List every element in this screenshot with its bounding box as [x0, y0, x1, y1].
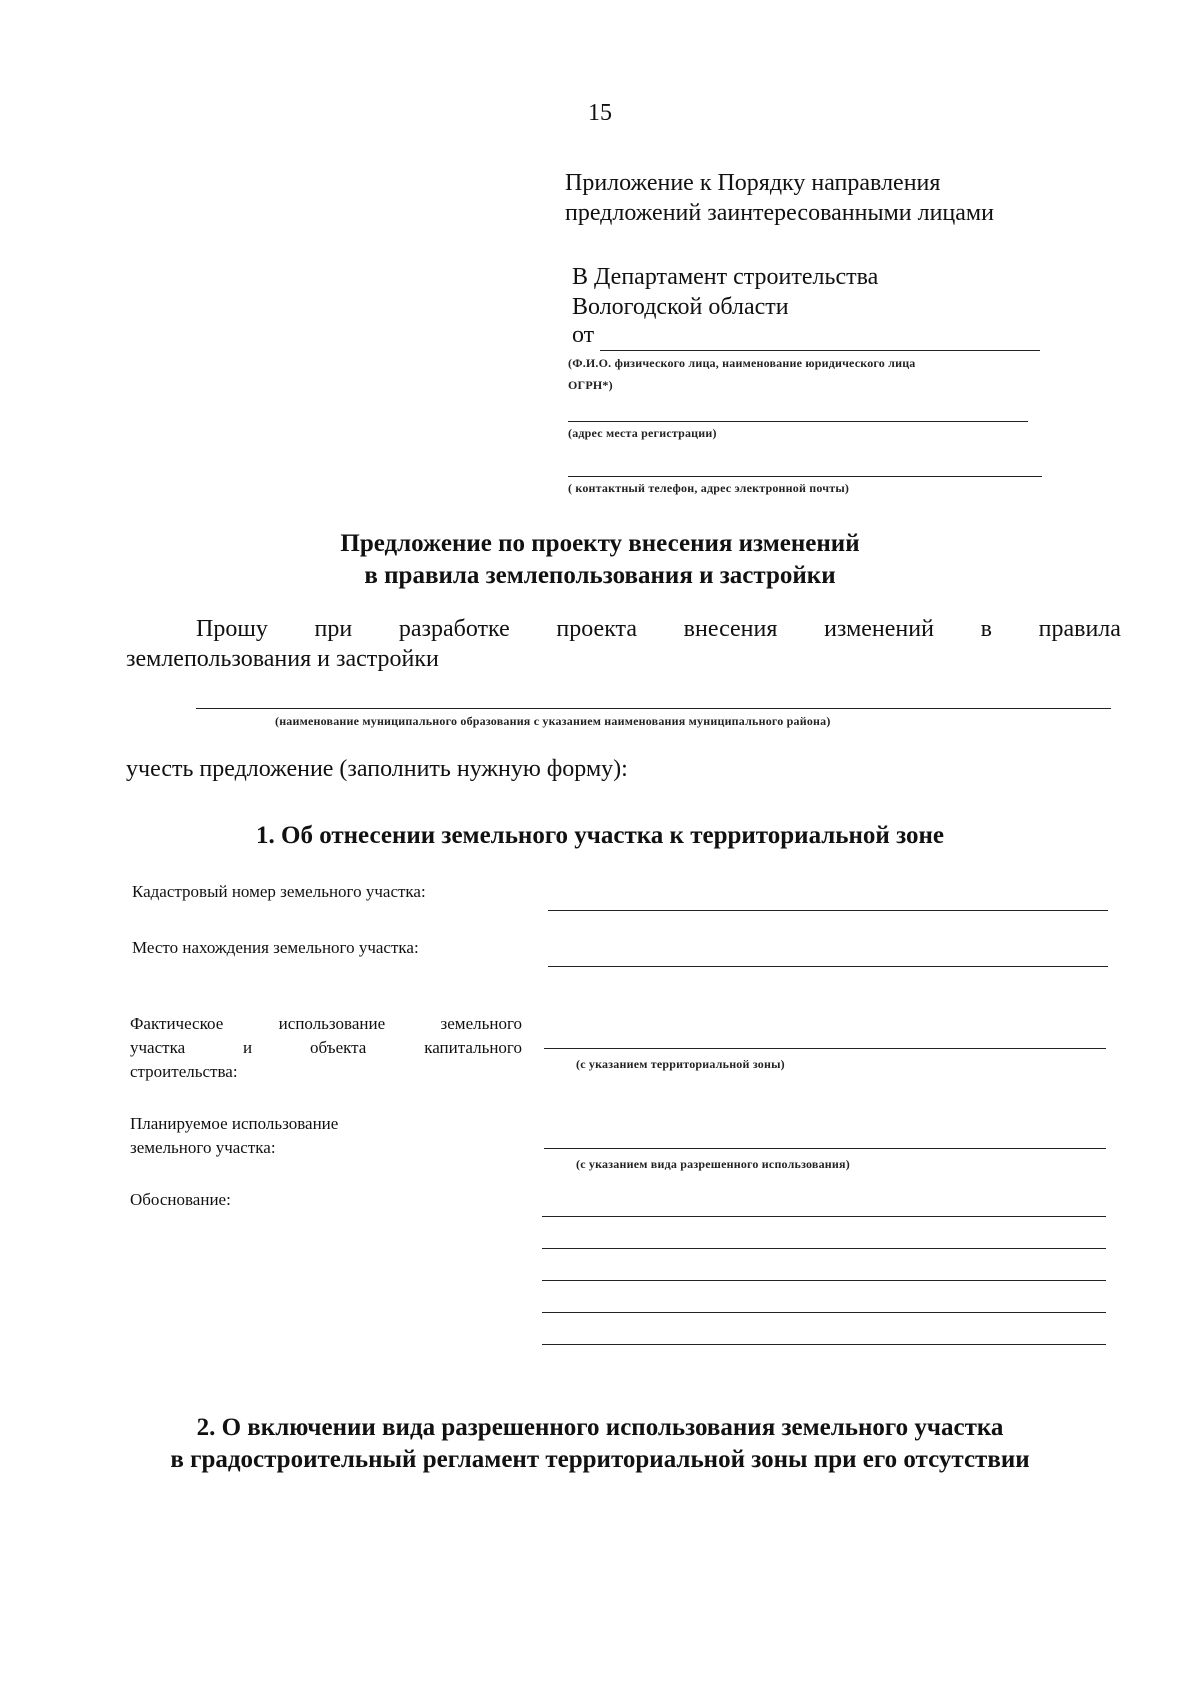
request-word: правила — [1038, 616, 1121, 642]
planned-use-line-2: земельного участка: — [130, 1138, 276, 1157]
section-2-title — [0, 1412, 1200, 1476]
addressee-line-1: В Департамент строительства — [572, 264, 879, 290]
actual-use-line-2 — [130, 1036, 522, 1060]
addressee-block — [572, 262, 878, 322]
actual-use-line-1 — [130, 1012, 522, 1036]
label-word: и — [243, 1038, 253, 1057]
request-word: при — [314, 616, 353, 642]
request-word: разработке — [398, 616, 510, 642]
hint-municipality: (наименование муниципального образования с указанием наименования муниципального района) — [275, 714, 831, 728]
request-word: Прошу — [196, 616, 268, 642]
label-word: участка — [130, 1038, 186, 1057]
planned-use-field[interactable] — [544, 1148, 1106, 1149]
justification-label: Обоснование: — [130, 1190, 231, 1209]
justification-field-1[interactable] — [542, 1216, 1106, 1217]
justification-field-2[interactable] — [542, 1248, 1106, 1249]
municipality-field[interactable] — [196, 708, 1111, 709]
heading-line-2: в правила землепользования и застройки — [364, 562, 836, 589]
consider-text: учесть предложение (заполнить нужную форму): — [126, 756, 628, 782]
request-word: изменений — [824, 616, 934, 642]
hint-contacts: ( контактный телефон, адрес электронной почты) — [568, 481, 850, 495]
location-field[interactable] — [548, 966, 1108, 967]
section-2-title-line-2: в градостроительный регламент территориальной зоны при его отсутствии — [170, 1446, 1030, 1473]
appendix-line-1: Приложение к Порядку направления — [565, 170, 941, 196]
appendix-line-2: предложений заинтересованными лицами — [565, 200, 994, 226]
section-2-title-line-1: 2. О включении вида разрешенного использования земельного участка — [196, 1414, 1004, 1441]
justification-field-5[interactable] — [542, 1344, 1106, 1345]
section-1-title: 1. Об отнесении земельного участка к территориальной зоне — [256, 822, 944, 849]
actual-use-hint: (с указанием территориальной зоны) — [576, 1057, 785, 1071]
address-field[interactable] — [568, 421, 1028, 422]
from-name-field[interactable] — [600, 350, 1040, 351]
request-line-2: землепользования и застройки — [126, 646, 439, 672]
contacts-field[interactable] — [568, 476, 1042, 477]
actual-use-line-3: строительства: — [130, 1062, 238, 1081]
appendix-note — [565, 168, 994, 228]
justification-field-4[interactable] — [542, 1312, 1106, 1313]
planned-use-label — [130, 1112, 338, 1160]
hint-name-1: (Ф.И.О. физического лица, наименование юридического лица — [568, 356, 916, 370]
heading-line-1: Предложение по проекту внесения изменений — [340, 530, 860, 557]
label-word: капитального — [424, 1038, 522, 1057]
justification-field-3[interactable] — [542, 1280, 1106, 1281]
cadastral-field[interactable] — [548, 910, 1108, 911]
from-label: от — [572, 322, 595, 348]
actual-use-label — [130, 1012, 522, 1084]
label-word: земельного — [440, 1014, 522, 1033]
hint-address: (адрес места регистрации) — [568, 426, 717, 440]
hint-name-2: ОГРН*) — [568, 378, 613, 392]
planned-use-hint: (с указанием вида разрешенного использования) — [576, 1157, 850, 1171]
actual-use-field[interactable] — [544, 1048, 1106, 1049]
request-line-1 — [196, 616, 1121, 643]
planned-use-line-1: Планируемое использование — [130, 1114, 339, 1133]
cadastral-label: Кадастровый номер земельного участка: — [132, 882, 426, 901]
location-label: Место нахождения земельного участка: — [132, 938, 419, 957]
addressee-line-2: Вологодской области — [572, 294, 789, 320]
document-heading — [0, 528, 1200, 592]
request-word: в — [980, 616, 992, 642]
label-word: объекта — [310, 1038, 367, 1057]
label-word: Фактическое — [130, 1014, 224, 1033]
page-number: 15 — [588, 100, 612, 126]
label-word: использование — [278, 1014, 386, 1033]
request-word: внесения — [683, 616, 778, 642]
request-word: проекта — [556, 616, 637, 642]
